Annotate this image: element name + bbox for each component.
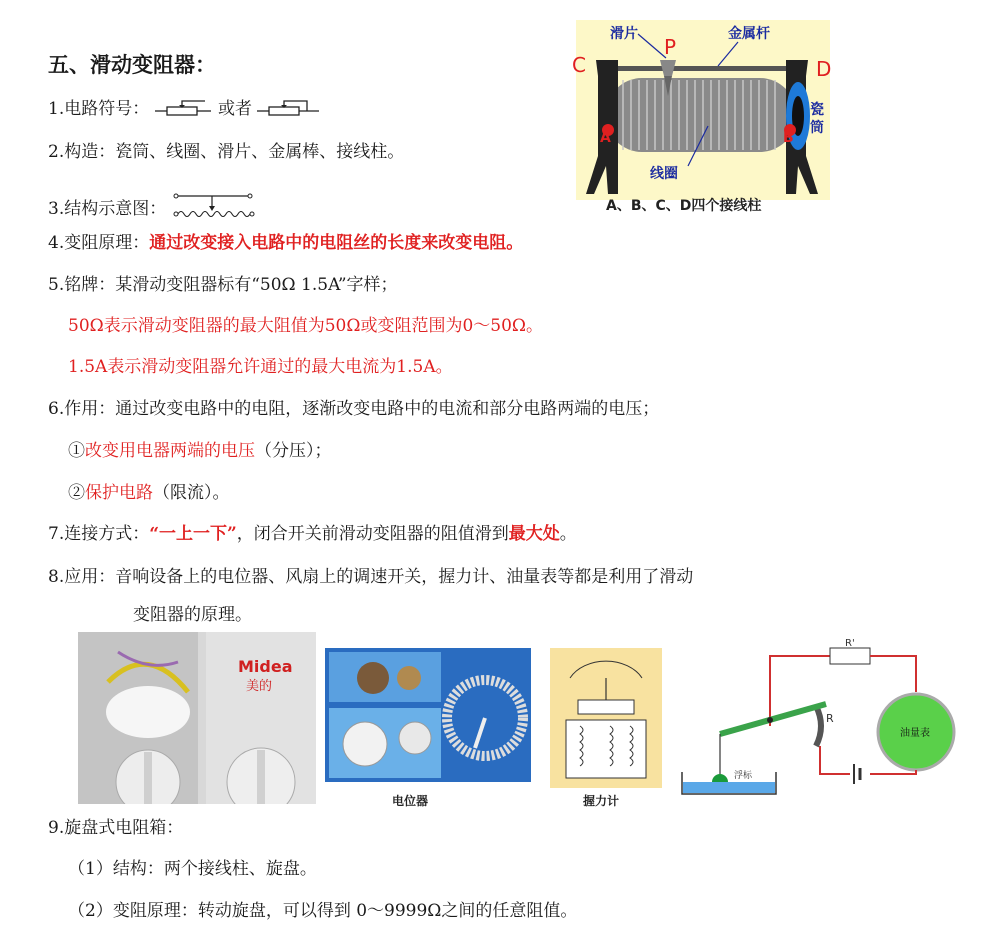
rheostat-symbol-alt-icon — [257, 97, 321, 119]
connection-mid: ，闭合开关前滑动变阻器的阻值滑到 — [236, 524, 509, 544]
item-principle — [48, 232, 523, 254]
item-application-cont: 变阻器的原理。 — [133, 605, 252, 625]
item-nameplate: 5.铭牌：某滑动变阻器标有“50Ω 1.5A”字样； — [48, 275, 398, 295]
grip-meter-caption: 握力计 — [583, 794, 620, 808]
fuel-meter-label: 油量表 — [900, 728, 930, 739]
slider-label: 滑片 — [610, 26, 638, 42]
nameplate-resistance: 50Ω表示滑动变阻器的最大阻值为50Ω或变阻范围为0～50Ω。 — [68, 316, 543, 336]
terminal-d-label: D — [816, 57, 832, 81]
item-label: 3.结构示意图： — [48, 199, 167, 219]
function-protect — [68, 482, 230, 504]
item-application: 8.应用：音响设备上的电位器、风扇上的调速开关，握力计、油量表等都是利用了滑动 — [48, 567, 694, 587]
item-circuit-symbol — [48, 97, 321, 120]
function-voltage-rest: （分压）； — [255, 441, 332, 461]
connection-rule: “一上一下” — [149, 524, 237, 544]
item-label: 7.连接方式： — [48, 524, 150, 544]
structure-schematic-icon — [172, 190, 256, 222]
rheostat-illustration — [568, 16, 838, 216]
or-text: 或者 — [218, 99, 253, 119]
circled-two: ② — [68, 483, 85, 503]
r-prime-label: R' — [845, 638, 855, 649]
connection-end: 。 — [559, 524, 577, 544]
terminal-b-label: B — [783, 130, 794, 146]
coil-label: 线圈 — [650, 166, 678, 182]
function-protect-red: 保护电路 — [85, 483, 153, 503]
rod-label: 金属杆 — [728, 26, 770, 42]
brand-cn: 美的 — [246, 679, 273, 694]
function-voltage-red: 改变用电器两端的电压 — [85, 441, 255, 461]
slider-p-label: P — [664, 35, 677, 59]
rheostat-symbol-icon — [155, 97, 213, 119]
item-label: 4.变阻原理： — [48, 233, 150, 253]
item-resistance-box: 9.旋盘式电阻箱： — [48, 818, 184, 838]
potentiometer-photo — [325, 648, 531, 782]
float-label: 浮标 — [734, 771, 753, 781]
fan-switch-photo — [78, 632, 316, 804]
brand-logo: Midea — [238, 657, 293, 676]
nameplate-current: 1.5A表示滑动变阻器允许通过的最大电流为1.5A。 — [68, 357, 453, 377]
connection-max: 最大处 — [508, 524, 560, 544]
tube-label-1: 瓷 — [810, 102, 824, 118]
item-construction: 2.构造：瓷筒、线圈、滑片、金属棒、接线柱。 — [48, 142, 405, 162]
grip-meter-drawing — [550, 648, 662, 788]
fuel-gauge-circuit — [680, 636, 960, 800]
resistance-box-principle: （2）变阻原理：转动旋盘，可以得到 0～9999Ω之间的任意阻值。 — [68, 901, 578, 921]
function-protect-rest: （限流）。 — [153, 483, 230, 503]
potentiometer-caption: 电位器 — [392, 794, 429, 808]
section-title: 五、滑动变阻器： — [48, 52, 216, 77]
terminal-a-label: A — [600, 130, 611, 146]
function-voltage — [68, 440, 332, 462]
item-structure-diagram — [48, 190, 256, 222]
rheostat-caption: A、B、C、D四个接线柱 — [606, 198, 762, 214]
principle-text: 通过改变接入电路中的电阻丝的长度来改变电阻。 — [149, 233, 524, 253]
item-connection — [48, 523, 577, 545]
r-label: R — [826, 712, 834, 725]
tube-label-2: 筒 — [810, 120, 824, 136]
resistance-box-structure: （1）结构：两个接线柱、旋盘。 — [68, 859, 317, 879]
circled-one: ① — [68, 441, 85, 461]
terminal-c-label: C — [572, 53, 586, 77]
item-function: 6.作用：通过改变电路中的电阻，逐渐改变电路中的电流和部分电路两端的电压； — [48, 399, 660, 419]
item-label: 1.电路符号： — [48, 99, 150, 119]
